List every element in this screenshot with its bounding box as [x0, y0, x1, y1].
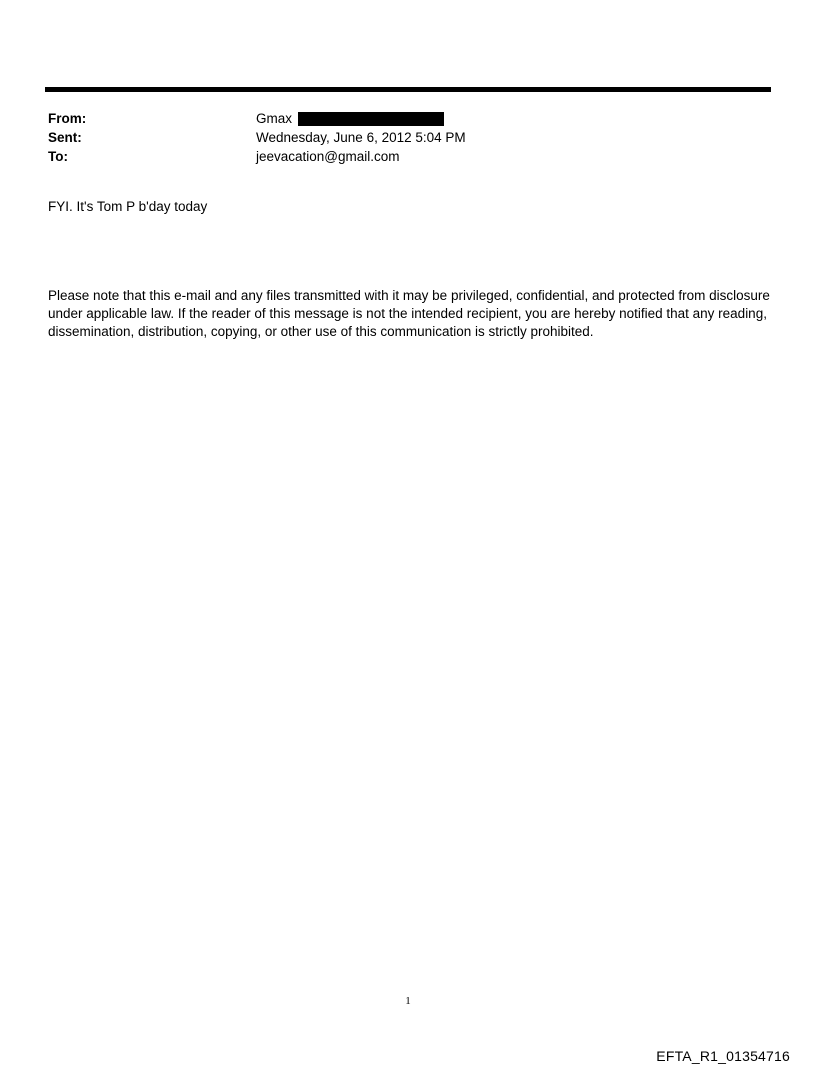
email-body: FYI. It's Tom P b'day today	[48, 199, 208, 214]
to-value: jeevacation@gmail.com	[256, 149, 400, 164]
from-label: From:	[48, 111, 87, 126]
header-divider	[45, 87, 771, 92]
email-header	[48, 109, 768, 166]
from-row	[48, 109, 768, 128]
sent-label: Sent:	[48, 130, 82, 145]
from-value-container	[256, 109, 768, 128]
document-id: EFTA_R1_01354716	[656, 1048, 790, 1064]
sent-row	[48, 128, 768, 147]
from-value: Gmax	[256, 111, 293, 126]
to-row	[48, 147, 768, 166]
redaction-block	[298, 112, 444, 126]
sent-value: Wednesday, June 6, 2012 5:04 PM	[256, 130, 466, 145]
confidentiality-disclaimer: Please note that this e-mail and any files transmitted with it may be privileged, confidential, and protected from disclosure under applicable law. If the reader of this message is not the intended recipient, you are hereby notified that any reading, dissemination, distribution, copying, or other use of this communication is strictly prohibited.	[48, 288, 770, 339]
page-number: 1	[405, 995, 411, 1007]
to-label: To:	[48, 149, 68, 164]
